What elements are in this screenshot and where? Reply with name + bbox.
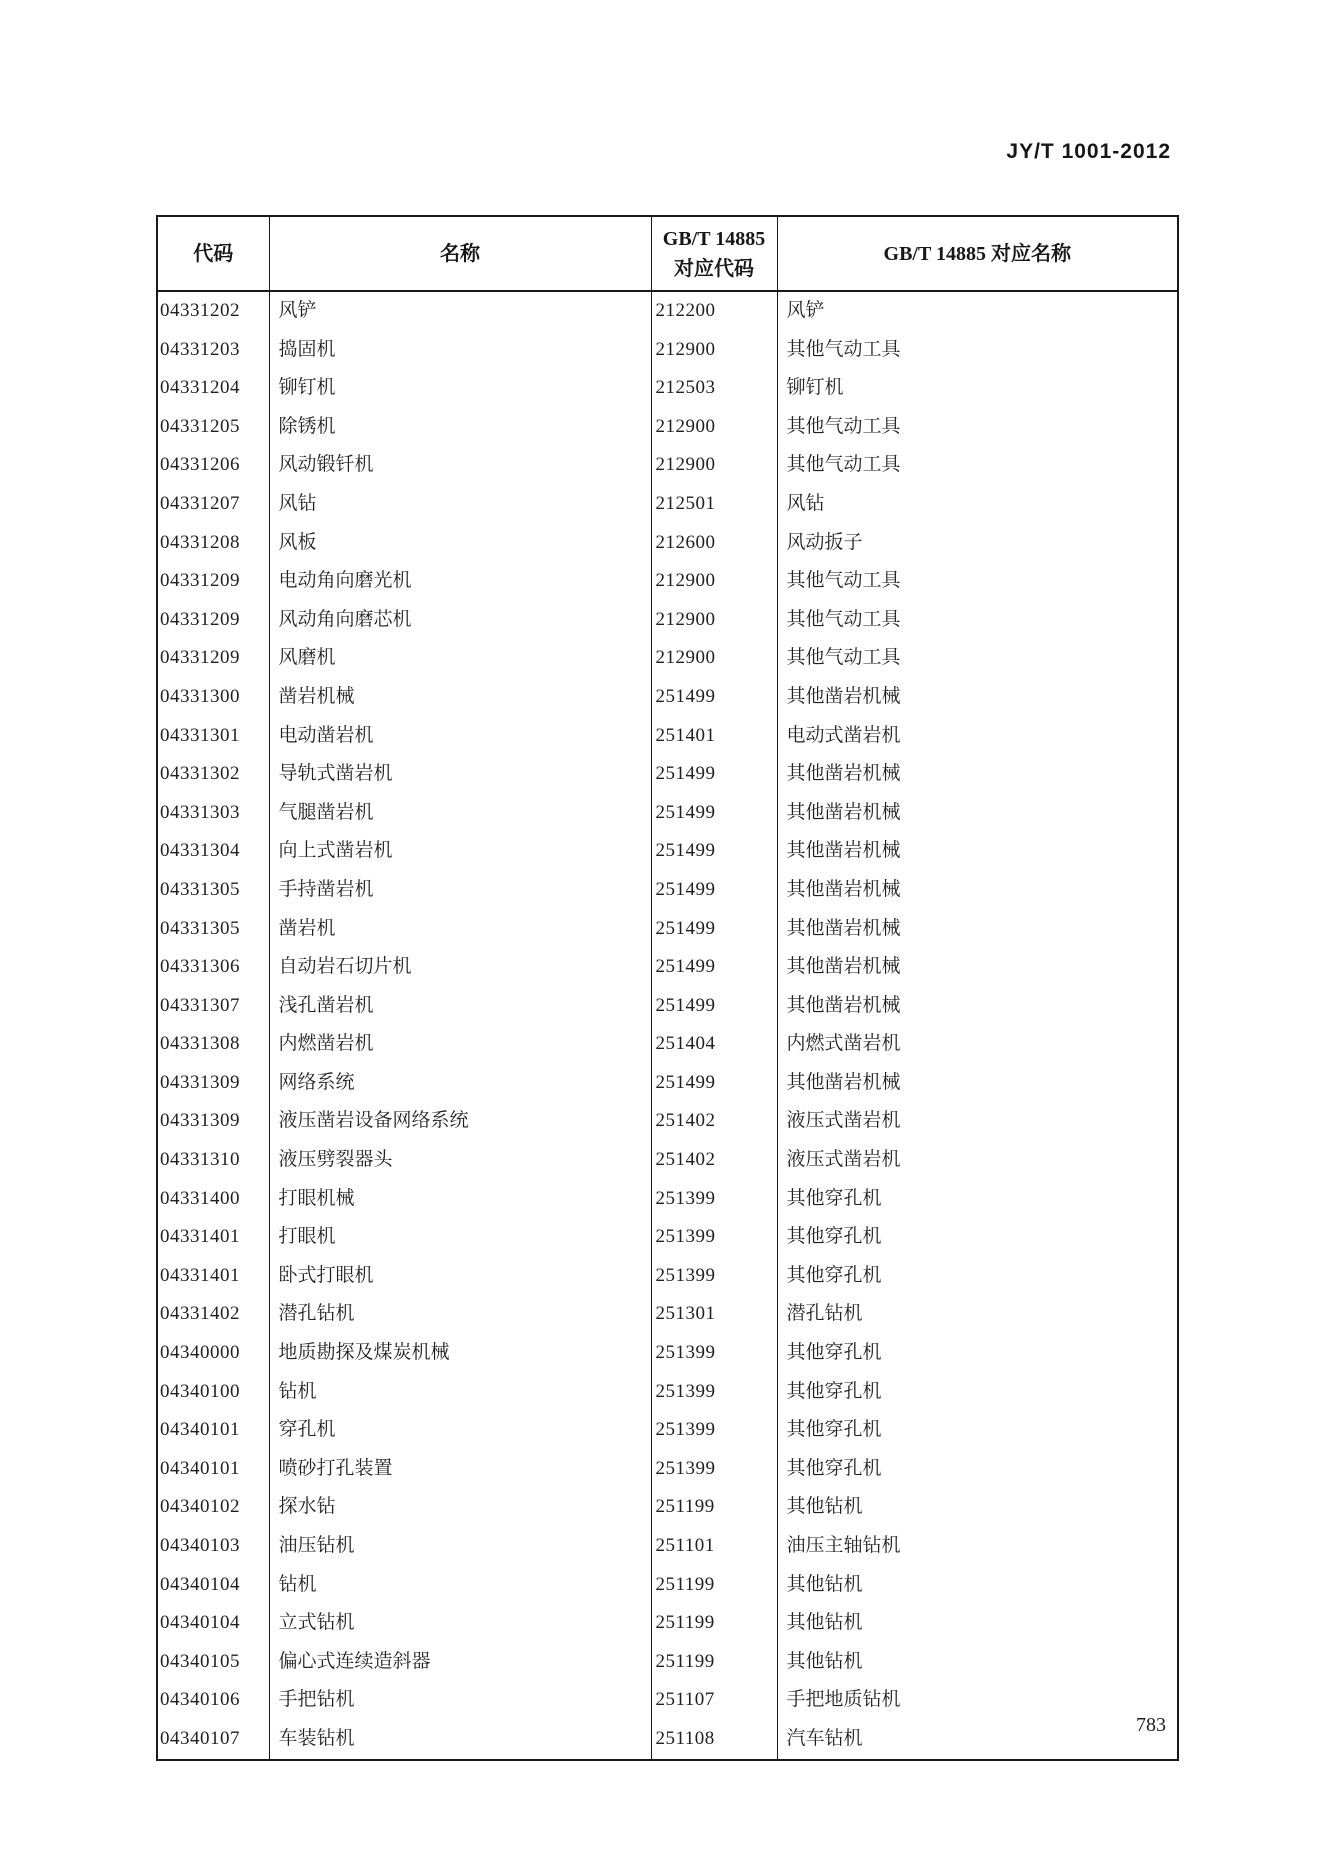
row-gbt-name: 其他气动工具 bbox=[777, 601, 1178, 640]
row-name: 地质勘探及煤炭机械 bbox=[269, 1334, 651, 1373]
row-code: 04331309 bbox=[160, 1071, 240, 1093]
row-gbt-code: 251399 bbox=[651, 1257, 777, 1296]
row-name: 浅孔凿岩机 bbox=[269, 987, 651, 1026]
row-gbt-code: 251199 bbox=[651, 1604, 777, 1643]
row-gbt-code: 251401 bbox=[651, 717, 777, 756]
row-gbt-code: 251199 bbox=[651, 1566, 777, 1605]
table-row bbox=[157, 1373, 1178, 1412]
row-name: 钻机 bbox=[269, 1566, 651, 1605]
row-code: 04331401 bbox=[160, 1264, 240, 1286]
row-gbt-code: 251499 bbox=[651, 755, 777, 794]
page-number: 783 bbox=[1136, 1714, 1166, 1736]
row-name: 探水钻 bbox=[269, 1488, 651, 1527]
row-gbt-code: 212600 bbox=[651, 524, 777, 563]
row-gbt-code: 251399 bbox=[651, 1218, 777, 1257]
table-header bbox=[157, 216, 1178, 291]
row-gbt-name: 其他穿孔机 bbox=[777, 1257, 1178, 1296]
header-gbt-code-line2: 对应代码 bbox=[674, 257, 754, 280]
row-gbt-code: 251499 bbox=[651, 871, 777, 910]
table-row bbox=[157, 1450, 1178, 1489]
row-name: 风板 bbox=[269, 524, 651, 563]
row-name: 打眼机械 bbox=[269, 1180, 651, 1219]
row-gbt-code: 251499 bbox=[651, 794, 777, 833]
row-name: 气腿凿岩机 bbox=[269, 794, 651, 833]
row-code: 04340101 bbox=[160, 1457, 240, 1479]
table-row bbox=[157, 755, 1178, 794]
table-row bbox=[157, 524, 1178, 563]
row-code: 04340101 bbox=[160, 1419, 240, 1441]
table-row bbox=[157, 369, 1178, 408]
table-row bbox=[157, 1488, 1178, 1527]
row-name: 手持凿岩机 bbox=[269, 871, 651, 910]
header-name bbox=[269, 216, 651, 291]
row-gbt-code: 251101 bbox=[651, 1527, 777, 1566]
row-name: 风钻 bbox=[269, 485, 651, 524]
row-gbt-code: 212900 bbox=[651, 446, 777, 485]
row-gbt-name: 风铲 bbox=[777, 291, 1178, 331]
row-gbt-name: 液压式凿岩机 bbox=[777, 1102, 1178, 1141]
row-gbt-code: 212900 bbox=[651, 639, 777, 678]
row-code: 04331305 bbox=[160, 917, 240, 939]
table-row bbox=[157, 291, 1178, 331]
row-code: 04331401 bbox=[160, 1226, 240, 1248]
row-gbt-code: 251399 bbox=[651, 1334, 777, 1373]
table-row bbox=[157, 562, 1178, 601]
row-gbt-name: 其他穿孔机 bbox=[777, 1373, 1178, 1412]
row-name: 偏心式连续造斜器 bbox=[269, 1643, 651, 1682]
table-row bbox=[157, 794, 1178, 833]
row-gbt-name: 其他气动工具 bbox=[777, 639, 1178, 678]
row-code: 04331309 bbox=[160, 1110, 240, 1132]
row-gbt-name: 其他气动工具 bbox=[777, 446, 1178, 485]
row-code: 04331209 bbox=[160, 570, 240, 592]
table-row bbox=[157, 1064, 1178, 1103]
row-gbt-name: 风动扳子 bbox=[777, 524, 1178, 563]
row-name: 喷砂打孔装置 bbox=[269, 1450, 651, 1489]
row-code: 04331203 bbox=[160, 338, 240, 360]
row-name: 内燃凿岩机 bbox=[269, 1025, 651, 1064]
row-gbt-name: 风钻 bbox=[777, 485, 1178, 524]
row-name: 穿孔机 bbox=[269, 1411, 651, 1450]
table-row bbox=[157, 601, 1178, 640]
row-gbt-code: 251499 bbox=[651, 910, 777, 949]
row-name: 钻机 bbox=[269, 1373, 651, 1412]
row-code: 04331301 bbox=[160, 724, 240, 746]
table-row bbox=[157, 678, 1178, 717]
row-code: 04331402 bbox=[160, 1303, 240, 1325]
row-code: 04331305 bbox=[160, 878, 240, 900]
row-gbt-name: 其他凿岩机械 bbox=[777, 987, 1178, 1026]
row-code: 04331208 bbox=[160, 531, 240, 553]
row-name: 液压劈裂器头 bbox=[269, 1141, 651, 1180]
row-name: 风铲 bbox=[269, 291, 651, 331]
row-code: 04331400 bbox=[160, 1187, 240, 1209]
row-gbt-name: 手把地质钻机 bbox=[777, 1681, 1178, 1720]
row-code: 04331202 bbox=[160, 300, 240, 321]
header-gbt-name bbox=[777, 216, 1178, 291]
row-name: 自动岩石切片机 bbox=[269, 948, 651, 987]
row-code: 04331304 bbox=[160, 840, 240, 862]
row-gbt-code: 251199 bbox=[651, 1643, 777, 1682]
table-row bbox=[157, 1643, 1178, 1682]
row-name: 车装钻机 bbox=[269, 1720, 651, 1760]
table-row bbox=[157, 1025, 1178, 1064]
row-name: 电动凿岩机 bbox=[269, 717, 651, 756]
row-name: 凿岩机械 bbox=[269, 678, 651, 717]
table-body bbox=[157, 291, 1178, 1760]
row-gbt-code: 251499 bbox=[651, 678, 777, 717]
row-gbt-name: 其他钻机 bbox=[777, 1488, 1178, 1527]
row-gbt-name: 其他穿孔机 bbox=[777, 1411, 1178, 1450]
row-gbt-name: 其他气动工具 bbox=[777, 408, 1178, 447]
table-row bbox=[157, 1257, 1178, 1296]
standard-reference: JY/T 1001-2012 bbox=[1006, 140, 1171, 163]
row-gbt-name: 其他凿岩机械 bbox=[777, 871, 1178, 910]
row-gbt-name: 其他钻机 bbox=[777, 1643, 1178, 1682]
row-gbt-name: 其他凿岩机械 bbox=[777, 1064, 1178, 1103]
row-gbt-name: 铆钉机 bbox=[777, 369, 1178, 408]
row-gbt-code: 251199 bbox=[651, 1488, 777, 1527]
table-row bbox=[157, 910, 1178, 949]
row-code: 04340103 bbox=[160, 1535, 240, 1556]
row-gbt-code: 251301 bbox=[651, 1295, 777, 1334]
header-code bbox=[157, 216, 269, 291]
row-gbt-name: 其他凿岩机械 bbox=[777, 678, 1178, 717]
row-gbt-name: 油压主轴钻机 bbox=[777, 1527, 1178, 1566]
row-name: 打眼机 bbox=[269, 1218, 651, 1257]
row-code: 04340102 bbox=[160, 1496, 240, 1518]
row-name: 风动角向磨芯机 bbox=[269, 601, 651, 640]
header-code-label: 代码 bbox=[193, 242, 234, 265]
row-code: 04331207 bbox=[160, 492, 240, 514]
row-code: 04340100 bbox=[160, 1380, 240, 1402]
row-gbt-code: 212900 bbox=[651, 408, 777, 447]
row-gbt-code: 212900 bbox=[651, 331, 777, 370]
table-row bbox=[157, 948, 1178, 987]
row-gbt-name: 其他凿岩机械 bbox=[777, 832, 1178, 871]
row-gbt-name: 其他穿孔机 bbox=[777, 1218, 1178, 1257]
header-name-label: 名称 bbox=[440, 242, 480, 265]
table-row bbox=[157, 1604, 1178, 1643]
row-gbt-code: 251499 bbox=[651, 1064, 777, 1103]
row-gbt-code: 251499 bbox=[651, 987, 777, 1026]
row-gbt-name: 其他穿孔机 bbox=[777, 1180, 1178, 1219]
row-gbt-code: 212501 bbox=[651, 485, 777, 524]
row-name: 风磨机 bbox=[269, 639, 651, 678]
row-code: 04331300 bbox=[160, 685, 240, 707]
code-mapping-table bbox=[156, 215, 1179, 1761]
row-name: 卧式打眼机 bbox=[269, 1257, 651, 1296]
row-code: 04331206 bbox=[160, 454, 240, 476]
row-gbt-name: 液压式凿岩机 bbox=[777, 1141, 1178, 1180]
table-row bbox=[157, 1720, 1178, 1760]
header-gbt-code-line1: GB/T 14885 bbox=[662, 227, 766, 250]
row-gbt-code: 212900 bbox=[651, 562, 777, 601]
table-row bbox=[157, 1295, 1178, 1334]
row-gbt-name: 其他穿孔机 bbox=[777, 1450, 1178, 1489]
row-gbt-code: 251499 bbox=[651, 832, 777, 871]
row-code: 04340106 bbox=[160, 1689, 240, 1711]
row-gbt-name: 内燃式凿岩机 bbox=[777, 1025, 1178, 1064]
table-row bbox=[157, 639, 1178, 678]
row-name: 潜孔钻机 bbox=[269, 1295, 651, 1334]
table-row bbox=[157, 1527, 1178, 1566]
row-name: 风动锻钎机 bbox=[269, 446, 651, 485]
row-code: 04331303 bbox=[160, 801, 240, 823]
row-gbt-name: 其他凿岩机械 bbox=[777, 948, 1178, 987]
row-code: 04331308 bbox=[160, 1033, 240, 1055]
row-name: 除锈机 bbox=[269, 408, 651, 447]
row-name: 立式钻机 bbox=[269, 1604, 651, 1643]
row-gbt-name: 其他穿孔机 bbox=[777, 1334, 1178, 1373]
row-gbt-name: 其他凿岩机械 bbox=[777, 910, 1178, 949]
row-name: 网络系统 bbox=[269, 1064, 651, 1103]
row-code: 04340107 bbox=[160, 1727, 240, 1749]
row-name: 铆钉机 bbox=[269, 369, 651, 408]
header-row bbox=[157, 216, 1178, 291]
table-row bbox=[157, 408, 1178, 447]
row-name: 手把钻机 bbox=[269, 1681, 651, 1720]
row-gbt-code: 251399 bbox=[651, 1180, 777, 1219]
row-code: 04331306 bbox=[160, 956, 240, 978]
row-gbt-code: 212900 bbox=[651, 601, 777, 640]
header-gbt-name-label: GB/T 14885 对应名称 bbox=[883, 242, 1071, 265]
row-gbt-name: 其他钻机 bbox=[777, 1604, 1178, 1643]
row-name: 捣固机 bbox=[269, 331, 651, 370]
table-row bbox=[157, 1411, 1178, 1450]
header-gbt-code bbox=[651, 216, 777, 291]
row-code: 04340000 bbox=[160, 1342, 240, 1364]
row-code: 04340105 bbox=[160, 1650, 240, 1672]
row-gbt-code: 251402 bbox=[651, 1141, 777, 1180]
row-code: 04340104 bbox=[160, 1612, 240, 1634]
row-code: 04331307 bbox=[160, 994, 240, 1016]
row-gbt-code: 251108 bbox=[651, 1720, 777, 1760]
table-row bbox=[157, 1180, 1178, 1219]
row-name: 电动角向磨光机 bbox=[269, 562, 651, 601]
table-row bbox=[157, 1334, 1178, 1373]
table-row bbox=[157, 871, 1178, 910]
row-gbt-name: 电动式凿岩机 bbox=[777, 717, 1178, 756]
row-gbt-code: 251399 bbox=[651, 1450, 777, 1489]
row-name: 向上式凿岩机 bbox=[269, 832, 651, 871]
table-row bbox=[157, 717, 1178, 756]
row-gbt-code: 251107 bbox=[651, 1681, 777, 1720]
row-gbt-name: 潜孔钻机 bbox=[777, 1295, 1178, 1334]
row-code: 04331302 bbox=[160, 763, 240, 785]
row-name: 液压凿岩设备网络系统 bbox=[269, 1102, 651, 1141]
row-code: 04331310 bbox=[160, 1149, 240, 1171]
row-gbt-name: 其他凿岩机械 bbox=[777, 794, 1178, 833]
row-gbt-name: 汽车钻机 bbox=[777, 1720, 1178, 1760]
row-gbt-code: 251404 bbox=[651, 1025, 777, 1064]
row-code: 04331205 bbox=[160, 415, 240, 437]
row-gbt-code: 212503 bbox=[651, 369, 777, 408]
row-code: 04331209 bbox=[160, 608, 240, 630]
row-gbt-name: 其他气动工具 bbox=[777, 331, 1178, 370]
table-row bbox=[157, 1141, 1178, 1180]
row-gbt-code: 251399 bbox=[651, 1373, 777, 1412]
row-code: 04331204 bbox=[160, 377, 240, 399]
row-gbt-name: 其他凿岩机械 bbox=[777, 755, 1178, 794]
table-row bbox=[157, 832, 1178, 871]
table-row bbox=[157, 1102, 1178, 1141]
row-gbt-name: 其他钻机 bbox=[777, 1566, 1178, 1605]
table-row bbox=[157, 446, 1178, 485]
table-row bbox=[157, 1566, 1178, 1605]
row-gbt-code: 251399 bbox=[651, 1411, 777, 1450]
row-name: 凿岩机 bbox=[269, 910, 651, 949]
row-gbt-code: 251402 bbox=[651, 1102, 777, 1141]
row-gbt-code: 251499 bbox=[651, 948, 777, 987]
table-row bbox=[157, 987, 1178, 1026]
table-row bbox=[157, 331, 1178, 370]
table-row bbox=[157, 1218, 1178, 1257]
row-code: 04331209 bbox=[160, 647, 240, 669]
row-gbt-code: 212200 bbox=[651, 291, 777, 331]
row-name: 导轨式凿岩机 bbox=[269, 755, 651, 794]
row-code: 04340104 bbox=[160, 1573, 240, 1595]
row-gbt-name: 其他气动工具 bbox=[777, 562, 1178, 601]
row-name: 油压钻机 bbox=[269, 1527, 651, 1566]
table-row bbox=[157, 1681, 1178, 1720]
table-row bbox=[157, 485, 1178, 524]
